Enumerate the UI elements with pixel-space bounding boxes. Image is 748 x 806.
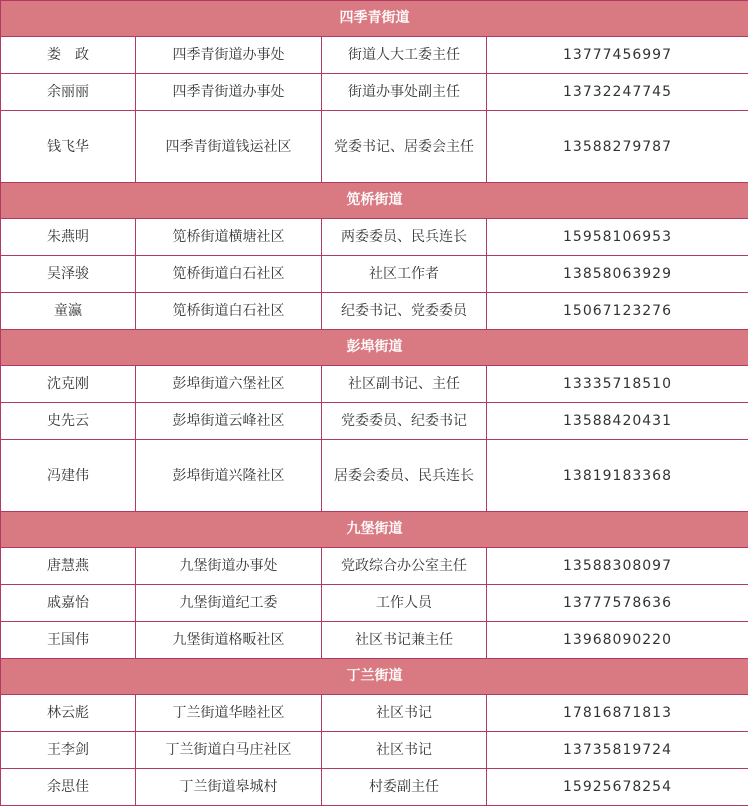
unit-cell: 笕桥街道白石社区 xyxy=(136,293,322,330)
name-cell: 冯建伟 xyxy=(1,440,136,512)
role-cell: 街道办事处副主任 xyxy=(322,74,487,111)
role-cell: 社区副书记、主任 xyxy=(322,366,487,403)
unit-cell: 九堡街道纪工委 xyxy=(136,585,322,622)
unit-cell: 丁兰街道华睦社区 xyxy=(136,695,322,732)
role-cell: 社区书记 xyxy=(322,695,487,732)
name-cell: 王国伟 xyxy=(1,622,136,659)
name-cell: 戚嘉怡 xyxy=(1,585,136,622)
name-cell: 王李剑 xyxy=(1,732,136,769)
table-row xyxy=(1,256,748,293)
name-cell: 史先云 xyxy=(1,403,136,440)
role-cell: 党委书记、居委会主任 xyxy=(322,111,487,183)
name-cell: 余思佳 xyxy=(1,769,136,806)
table-row xyxy=(1,440,748,512)
role-cell: 社区书记兼主任 xyxy=(322,622,487,659)
unit-cell: 彭埠街道云峰社区 xyxy=(136,403,322,440)
table-row xyxy=(1,293,748,330)
name-cell: 朱燕明 xyxy=(1,219,136,256)
unit-cell: 丁兰街道白马庄社区 xyxy=(136,732,322,769)
name-cell: 童瀛 xyxy=(1,293,136,330)
role-cell: 社区工作者 xyxy=(322,256,487,293)
role-cell: 两委委员、民兵连长 xyxy=(322,219,487,256)
table-row xyxy=(1,366,748,403)
table-row xyxy=(1,74,748,111)
name-cell: 余丽丽 xyxy=(1,74,136,111)
unit-cell: 彭埠街道六堡社区 xyxy=(136,366,322,403)
phone-cell: 15958106953 xyxy=(487,219,748,256)
table-row xyxy=(1,622,748,659)
unit-cell: 彭埠街道兴隆社区 xyxy=(136,440,322,512)
unit-cell: 丁兰街道皋城村 xyxy=(136,769,322,806)
section-header xyxy=(1,1,748,37)
unit-cell: 四季青街道钱运社区 xyxy=(136,111,322,183)
table-row xyxy=(1,37,748,74)
role-cell: 党政综合办公室主任 xyxy=(322,548,487,585)
unit-cell: 四季青街道办事处 xyxy=(136,37,322,74)
phone-cell: 13968090220 xyxy=(487,622,748,659)
table-row xyxy=(1,585,748,622)
table-row xyxy=(1,219,748,256)
role-cell: 社区书记 xyxy=(322,732,487,769)
phone-cell: 13819183368 xyxy=(487,440,748,512)
table-row xyxy=(1,403,748,440)
table-row xyxy=(1,695,748,732)
section-header xyxy=(1,330,748,366)
role-cell: 党委委员、纪委书记 xyxy=(322,403,487,440)
phone-cell: 13588308097 xyxy=(487,548,748,585)
table-row xyxy=(1,732,748,769)
section-title: 笕桥街道 xyxy=(1,183,748,219)
section-title: 彭埠街道 xyxy=(1,330,748,366)
role-cell: 村委副主任 xyxy=(322,769,487,806)
role-cell: 居委会委员、民兵连长 xyxy=(322,440,487,512)
role-cell: 街道人大工委主任 xyxy=(322,37,487,74)
section-title: 丁兰街道 xyxy=(1,659,748,695)
section-header xyxy=(1,512,748,548)
unit-cell: 九堡街道格畈社区 xyxy=(136,622,322,659)
role-cell: 工作人员 xyxy=(322,585,487,622)
role-cell: 纪委书记、党委委员 xyxy=(322,293,487,330)
name-cell: 吴泽骏 xyxy=(1,256,136,293)
section-title: 四季青街道 xyxy=(1,1,748,37)
table-row xyxy=(1,769,748,806)
phone-cell: 13777578636 xyxy=(487,585,748,622)
name-cell: 娄 政 xyxy=(1,37,136,74)
section-header xyxy=(1,659,748,695)
table-row xyxy=(1,111,748,183)
phone-cell: 13735819724 xyxy=(487,732,748,769)
phone-cell: 13335718510 xyxy=(487,366,748,403)
table-row xyxy=(1,548,748,585)
phone-cell: 13588420431 xyxy=(487,403,748,440)
phone-cell: 13588279787 xyxy=(487,111,748,183)
phone-cell: 15925678254 xyxy=(487,769,748,806)
name-cell: 沈克刚 xyxy=(1,366,136,403)
phone-cell: 13777456997 xyxy=(487,37,748,74)
name-cell: 林云彪 xyxy=(1,695,136,732)
name-cell: 钱飞华 xyxy=(1,111,136,183)
section-title: 九堡街道 xyxy=(1,512,748,548)
phone-cell: 15067123276 xyxy=(487,293,748,330)
unit-cell: 笕桥街道横塘社区 xyxy=(136,219,322,256)
phone-cell: 13858063929 xyxy=(487,256,748,293)
name-cell: 唐慧燕 xyxy=(1,548,136,585)
phone-cell: 13732247745 xyxy=(487,74,748,111)
unit-cell: 四季青街道办事处 xyxy=(136,74,322,111)
phone-cell: 17816871813 xyxy=(487,695,748,732)
unit-cell: 笕桥街道白石社区 xyxy=(136,256,322,293)
section-header xyxy=(1,183,748,219)
unit-cell: 九堡街道办事处 xyxy=(136,548,322,585)
